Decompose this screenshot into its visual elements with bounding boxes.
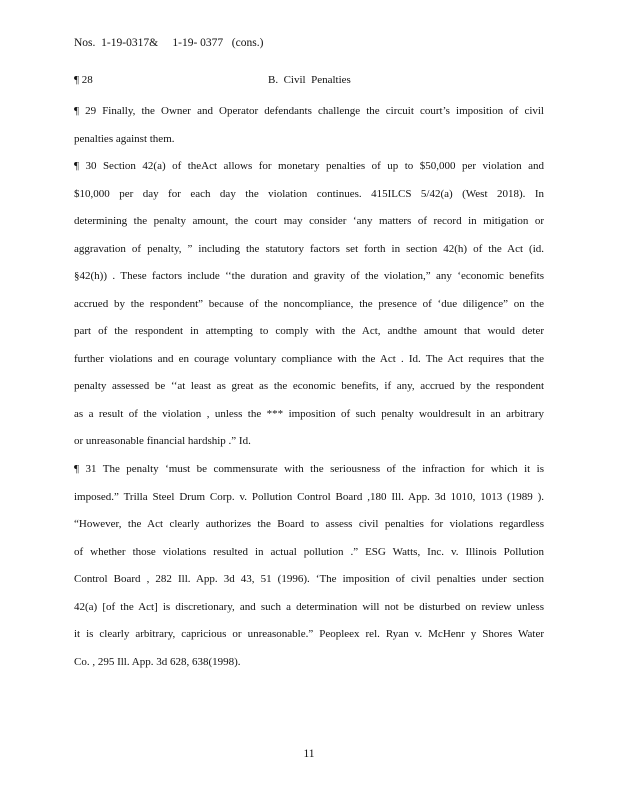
text-line: ¶ 29 Finally, the Owner and Operator defendants challenge the circuit court’s imposition of civil: [74, 105, 544, 117]
paragraph-30: [74, 153, 544, 456]
text-line: $10,000 per day for each day the violation continues. 415ILCS 5/42(a) (West 2018). In: [74, 187, 544, 200]
text-line: further violations and en courage voluntary compliance with the Act . Id. The Act requires that the: [74, 352, 544, 365]
paragraph-29: [74, 98, 544, 153]
text-line: as a result of the violation , unless the *** imposition of such penalty wouldresult in an arbitrary: [74, 407, 544, 420]
section-title: B. Civil Penalties: [268, 74, 351, 86]
text-line: aggravation of penalty, ” including the statutory factors set forth in section 42(h) of the Act (id.: [74, 242, 544, 255]
section-paragraph-number: ¶ 28: [74, 74, 93, 86]
text-line: ¶ 31 The penalty ‘must be commensurate with the seriousness of the infraction for which it is: [74, 463, 544, 475]
text-line: penalty assessed be ‘‘at least as great as the economic benefits, if any, accrued by the respondent: [74, 380, 544, 392]
text-line: or unreasonable financial hardship .” Id.: [74, 435, 251, 447]
docket-header: Nos. 1-19-0317& 1-19- 0377 (cons.): [74, 37, 264, 49]
text-line: of whether those violations resulted in actual pollution .” ESG Watts, Inc. v. Illinois Pollution: [74, 545, 544, 558]
text-line: determining the penalty amount, the court may consider ‘any matters of record in mitigation or: [74, 215, 544, 227]
text-line: part of the respondent in attempting to comply with the Act, andthe amount that would deter: [74, 325, 544, 337]
text-line: Control Board , 282 Ill. App. 3d 43, 51 (1996). ‘The imposition of civil penalties under section: [74, 573, 544, 585]
paragraph-31: [74, 456, 544, 676]
page-number: 11: [303, 748, 315, 760]
text-line: Co. , 295 Ill. App. 3d 628, 638(1998).: [74, 655, 241, 668]
text-line: §42(h)) . These factors include ‘‘the duration and gravity of the violation,” any ‘economic benefits: [74, 270, 544, 282]
text-line: accrued by the respondent” because of the noncompliance, the presence of ‘due diligence” on the: [74, 297, 544, 310]
text-line: 42(a) [of the Act] is discretionary, and such a determination will not be disturbed on review unless: [74, 600, 544, 613]
text-line: imposed.” Trilla Steel Drum Corp. v. Pollution Control Board ,180 Ill. App. 3d 1010, 1013 (1989 ).: [74, 490, 544, 503]
text-line: it is clearly arbitrary, capricious or unreasonable.” Peoplеex rel. Ryan v. McHenr y Shores Water: [74, 628, 544, 640]
text-line: “However, the Act clearly authorizes the Board to assess civil penalties for violations regardless: [74, 518, 544, 530]
text-line: penalties against them.: [74, 132, 175, 145]
text-line: ¶ 30 Section 42(a) of theAct allows for monetary penalties of up to $50,000 per violation and: [74, 160, 544, 172]
